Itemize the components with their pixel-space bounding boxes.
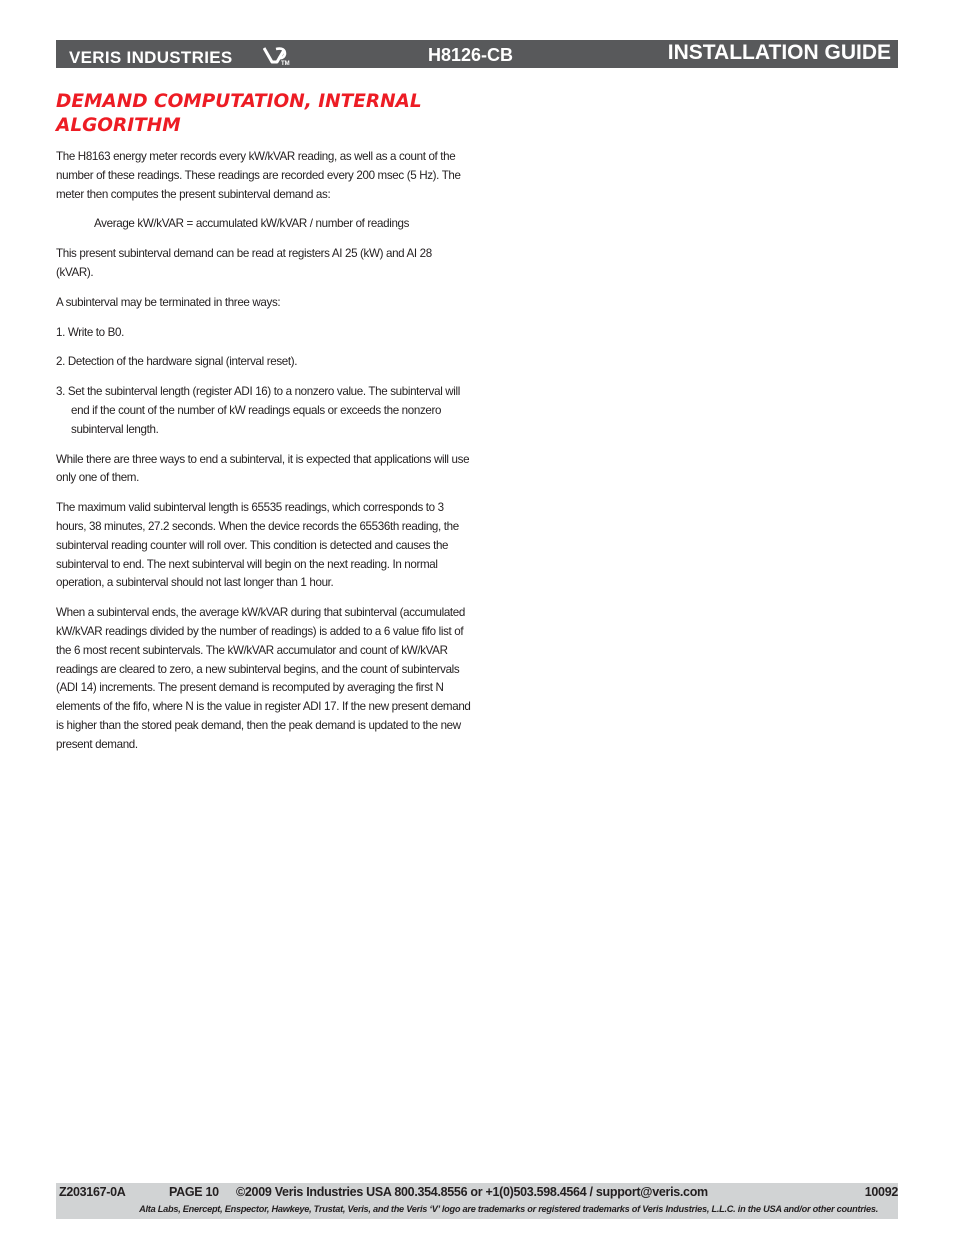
guide-title: INSTALLATION GUIDE xyxy=(667,41,891,64)
list-item: 2. Detection of the hardware signal (interval reset). xyxy=(56,355,298,369)
paragraph-subinterval-end: When a subinterval ends, the average kW/kVAR during that subinterval (accumulated kW/kVAR readings divided by the number of readings) is added to a 6 value fifo list of the 6 most recent subintervals. The kW/kVAR accumulator and count of kW/kVAR readings are cleared to zero, a new subinterval begins, and the count of subintervals (ADI 14) increments. The present demand is recomputed by averaging the first N elements of the fifo, where N is the value in register ADI 17. If the new present demand is higher than the stored peak demand, then the peak demand is updated to the new present demand. xyxy=(56,606,471,751)
doc-number: Z203167-0A xyxy=(59,1185,126,1199)
body-text xyxy=(56,148,471,766)
list-item: 3. Set the subinterval length (register ADI 16) to a nonzero value. The subinterval will end if the count of the number of kW readings equals or exceeds the nonzero subinterval length. xyxy=(56,385,460,436)
paragraph-usage: While there are three ways to end a subinterval, it is expected that applications will use only one of them. xyxy=(56,452,470,485)
brand-name: VERIS INDUSTRIES xyxy=(69,48,233,67)
page-header xyxy=(56,40,898,68)
footer-code: 10092 xyxy=(864,1185,898,1199)
paragraph-intro: The H8163 energy meter records every kW/kVAR reading, as well as a count of the number of these readings. These readings are recorded every 200 msec (5 Hz). The meter then computes the present subinterval demand as: xyxy=(56,150,461,201)
trademark-mark: TM xyxy=(281,61,290,67)
paragraph-registers: This present subinterval demand can be read at registers AI 25 (kW) and AI 28 (kVAR). xyxy=(56,247,432,279)
model-number: H8126-CB xyxy=(428,45,514,65)
page-footer xyxy=(56,1183,898,1219)
copyright-contact: ©2009 Veris Industries USA 800.354.8556 or +1(0)503.598.4564 / support@veris.com xyxy=(236,1185,708,1199)
formula-line: Average kW/kVAR = accumulated kW/kVAR / number of readings xyxy=(94,217,410,231)
section-title: DEMAND COMPUTATION, INTERNAL ALGORITHM xyxy=(56,91,422,136)
paragraph-max-length: The maximum valid subinterval length is 65535 readings, which corresponds to 3 hours, 38 minutes, 27.2 seconds. When the device records the 65536th reading, the subinterval reading counter will roll over. This condition is detected and causes the subinterval to end. The next subinterval will begin on the next reading. In normal operation, a subinterval should not last longer than 1 hour. xyxy=(56,501,459,590)
page-number: PAGE 10 xyxy=(169,1185,219,1199)
paragraph-termination: A subinterval may be terminated in three ways: xyxy=(56,295,281,309)
list-item: 1. Write to B0. xyxy=(56,325,124,339)
trademark-notice: Alta Labs, Enercept, Enspector, Hawkeye, Trustat, Veris, and the Veris ‘V’ logo are trademarks or registered trademarks of Veris Industries, L.L.C. in the USA and/or other countries. xyxy=(139,1204,878,1214)
